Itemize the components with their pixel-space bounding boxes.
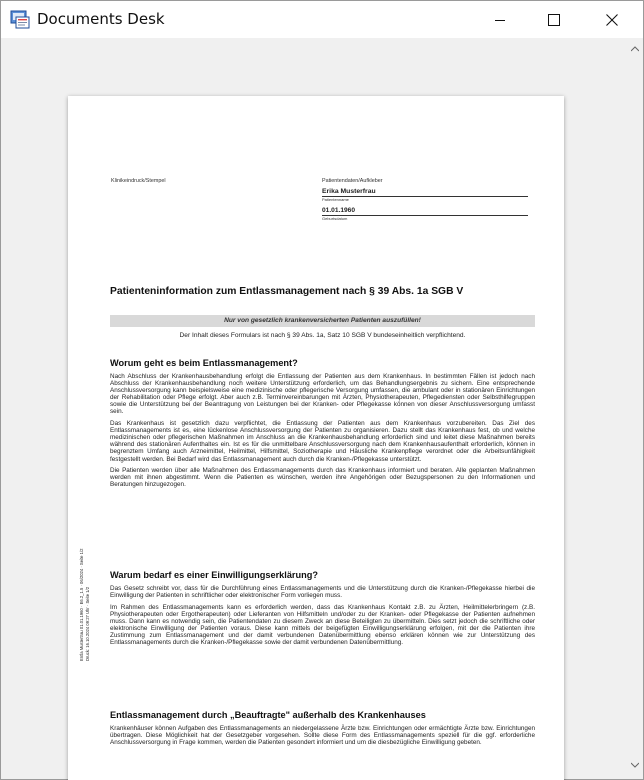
document-page bbox=[68, 96, 564, 780]
vertical-scrollbar[interactable] bbox=[627, 38, 643, 779]
patient-data-label: Patientendaten/Aufkleber bbox=[322, 178, 383, 184]
section-einwilligung bbox=[110, 570, 535, 651]
section-worum bbox=[110, 358, 535, 493]
side-text-line-1: Entla Mustertrau 01.01.1960 · E6.2_1.5 · 06/2024 · Seite 1/2 bbox=[79, 548, 84, 661]
page-side-text bbox=[79, 548, 90, 780]
close-button[interactable] bbox=[589, 1, 635, 38]
paragraph: Nach Abschluss der Krankenhausbehandlung erfolgt die Entlassung der Patienten aus dem Krankenhaus. In bestimmten Fällen ist jedoch nach Abschluss der Krankenhausbehandlung noch weitere Unterstützung erforderlich, um das Behandlungsergebnis zu sichern. Eine entsprechende Anschlussversorgung kann beispielsweise eine medizinische oder pflegerische Versorgung umfassen, die ambulant oder in stationären Einrichtungen der Rehabilitation oder Pflege erfolgt. Aber auch z.B. Terminvereinbarungen mit Ärzten, Physiotherapeuten, Pflegediensten oder Selbsthilfegruppen sowie die Unterstützung bei der Beantragung von Leistungen bei der Kranken- oder Pflegekasse können von dieser Anschlussversorgung umfasst sein. bbox=[110, 373, 535, 416]
maximize-icon bbox=[548, 14, 560, 26]
window-title: Documents Desk bbox=[37, 10, 165, 28]
paragraph: Krankenhäuser können Aufgaben des Entlassmanagements an niedergelassene Ärzte bzw. Einrichtungen oder ermächtigte Ärzte bzw. Einrichtungen übertragen. Diese Möglichkeit hat der Gesetzgeber vorgesehen. Sollte diese Form des Entlassmanagements speziell für die ggf. erforderliche Anschlussversorgung in Frage kommen, werden die Patienten gesondert informiert und um die diesbezügliche Einwilligung gebeten. bbox=[110, 725, 535, 747]
paragraph: Das Gesetz schreibt vor, dass für die Durchführung eines Entlassmanagements und die Unterstützung durch die Kranken-/Pflegekasse hierbei die Einwilligung der Patienten in schriftlicher oder elektronischer Form vorliegen muss. bbox=[110, 585, 535, 600]
document-title: Patienteninformation zum Entlassmanagement nach § 39 Abs. 1a SGB V bbox=[110, 286, 464, 297]
minimize-icon bbox=[494, 14, 506, 26]
scroll-up-arrow-icon[interactable] bbox=[631, 46, 639, 52]
section-heading: Worum geht es beim Entlassmanagement? bbox=[110, 358, 298, 368]
paragraph: Die Patienten werden über alle Maßnahmen des Entlassmanagements durch das Krankenhaus informiert und beraten. Alle geplanten Maßnahmen werden mit ihnen abgestimmt. Wenn die Patienten es wünschen, werden ihre Angehörigen oder Bezugspersonen zu den Informationen und Beratungen hinzugezogen. bbox=[110, 467, 535, 489]
birth-date: 01.01.1960 bbox=[322, 207, 528, 216]
scroll-down-arrow-icon[interactable] bbox=[631, 762, 639, 768]
intro-text: Der Inhalt dieses Formulars ist nach § 39 Abs. 1a, Satz 10 SGB V bundeseinheitlich verpflichtend. bbox=[179, 332, 466, 339]
section-heading: Entlassmanagement durch „Beauftragte" außerhalb des Krankenhauses bbox=[110, 710, 426, 720]
clinic-stamp-label: Klinikeindruck/Stempel bbox=[111, 178, 166, 184]
document-viewer[interactable] bbox=[1, 38, 627, 779]
notice-banner: Nur von gesetzlich krankenversicherten Patienten auszufüllen! bbox=[110, 315, 535, 327]
documents-desk-app-icon bbox=[10, 10, 31, 29]
maximize-button[interactable] bbox=[531, 1, 577, 38]
side-text-line-2: Druck: 16.10.2024 09:27 Uhr · Seite 1/2 bbox=[85, 586, 90, 661]
title-bar[interactable] bbox=[1, 1, 643, 38]
minimize-button[interactable] bbox=[477, 1, 523, 38]
close-icon bbox=[606, 14, 618, 26]
birth-date-caption: Geburtsdatum bbox=[322, 216, 348, 221]
patient-name-caption: Patientenname bbox=[322, 197, 349, 202]
paragraph: Im Rahmen des Entlassmanagements kann es erforderlich werden, dass das Krankenhaus Kontakt z.B. zu Ärzten, Heilmittelerbringern (z.B. Physiotherapeuten oder Ergotherapeuten) oder Lieferanten von Hilfsmitteln und/oder zu der Kranken- oder Pflegekasse der Patienten aufnehmen muss. Dann kann es notwendig sein, die Patientendaten zu diesem Zweck an diese Beteiligten zu übermitteln. Dies setzt jedoch die schriftliche oder elektronische Einwilligung der Patienten voraus. Diese kann mittels der beigefügten Einwilligungserklärung erfolgen, mit der die Patienten ihre Zustimmung zum Entlassmanagement und der damit verbundenen Datenübermittlung ebenso erklären können wie zur Unterstützung des Entlassmanagements durch die Kranken-/Pflegekasse sowie der damit verbundenen Datenübermittlung. bbox=[110, 603, 535, 647]
section-heading: Warum bedarf es einer Einwilligungserklärung? bbox=[110, 570, 318, 580]
patient-name: Erika Musterfrau bbox=[322, 188, 528, 197]
paragraph: Das Krankenhaus ist gesetzlich dazu verpflichtet, die Entlassung der Patienten aus dem Krankenhaus vorzubereiten. Das Ziel des Entlassmanagements ist es, eine lückenlose Anschlussversorgung der Patienten zu organisieren. Dazu stellt das Krankenhaus fest, ob und welche medizinischen oder pflegerischen Maßnahmen im Anschluss an die Krankenhausbehandlung erforderlich sind und leitet diese Maßnahmen bereits während des stationären Aufenthaltes ein. Ist es für die unmittelbare Anschlussversorgung nach dem Krankenhausaufenthalt erforderlich, können in begrenztem Umfang auch Arzneimittel, Heilmittel, Hilfsmittel, Soziotherapie und Häusliche Krankenpflege verordnet oder die Arbeitsunfähigkeit festgestellt werden. Bei Bedarf wird das Entlassmanagement auch durch die Kranken-/Pflegekasse unterstützt. bbox=[110, 420, 535, 463]
section-beauftragte bbox=[110, 710, 535, 751]
